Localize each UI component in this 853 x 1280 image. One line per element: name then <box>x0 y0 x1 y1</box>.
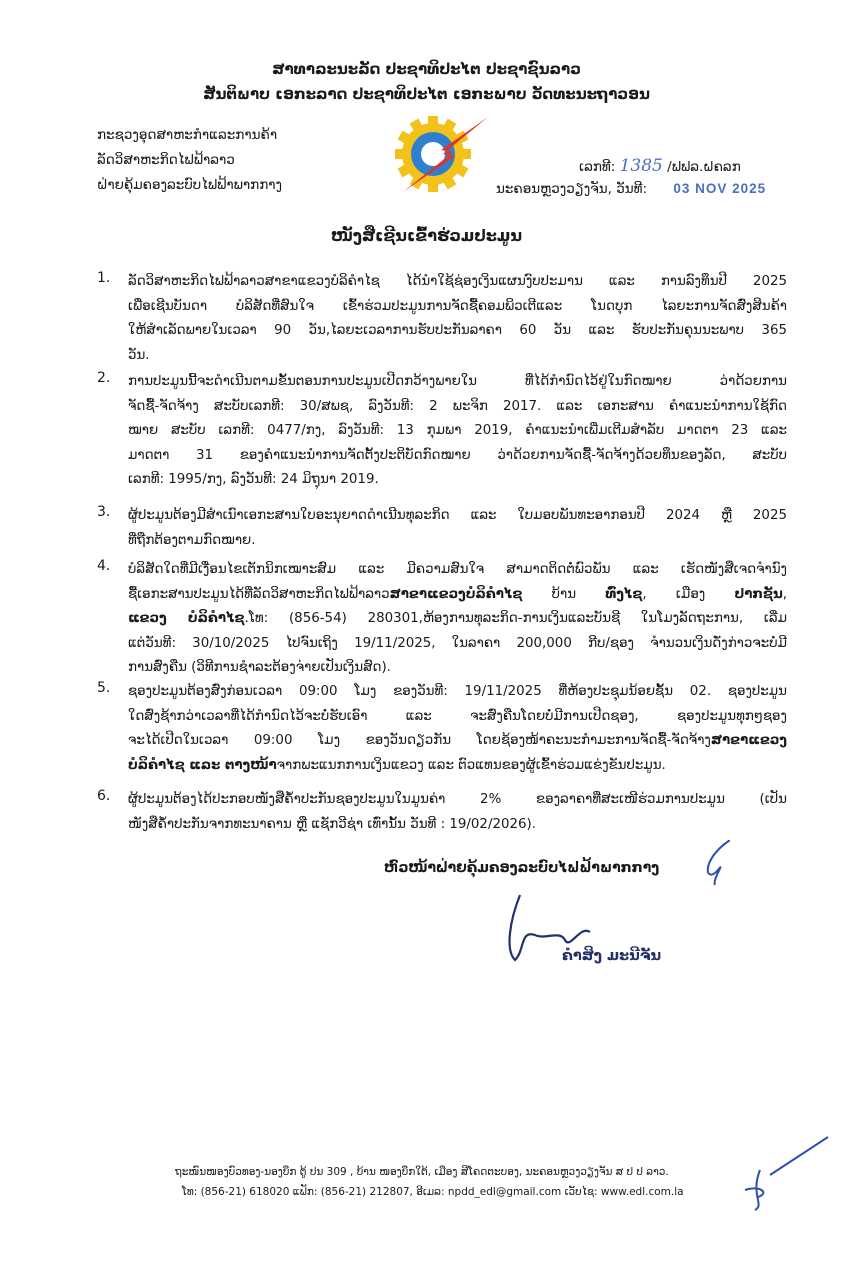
bold-text: ສາຂາແຂວງບໍລິຄຳໄຊ <box>389 586 523 602</box>
text-segment: ລັດວິສາຫະກິດໄຟຟ້າລາວສາຂາແຂວງບໍລິຄຳໄຊ ໄດ້ນຳໃຊ້ຊ່ອງເງິນແຜນງົບປະມານ ແລະ ການລົງທຶນປີ 2025 <box>128 274 787 289</box>
text-segment: ໃຫ້ສຳເລັດພາຍໃນເວລາ 90 ວັນ,ໄລຍະເວລາການຮັບປະກັນລາຄາ 60 ວັນ ແລະ ຮັບປະກັນຄຸນນະພາບ 365 <box>128 323 787 338</box>
text-segment: ຈະໄດ້ເປີດໃນເວລາ 09:00 ໂມງ ຂອງວັນດຽວກັນ ໂດຍຊ້ອງໜ້າຄະນະກຳມະການຈັດຊື້-ຈັດຈ້າງ <box>128 733 711 748</box>
text-segment: ຊອງປະມູນຕ້ອງສົ່ງກ່ອນເວລາ 09:00 ໂມງ ຂອງວັນທີ: 19/11/2025 ທີ່ຫ້ອງປະຊຸມນ້ອຍຊັ້ນ 02. ຊອງປະມູນ <box>128 684 787 699</box>
paragraph-number: 1. <box>97 270 111 286</box>
department-name: ຝ່າຍຄຸ້ມຄອງລະບົບໄຟຟ້າພາກກາງ <box>97 177 283 193</box>
paragraph-line <box>128 444 787 469</box>
bold-text: ປາກຊັນ <box>734 586 783 602</box>
text-segment: , <box>782 586 788 602</box>
header-line-2: ສັນຕິພາບ ເອກະລາດ ປະຊາທິປະໄຕ ເອກະພາບ ວັດທະນະຖາວອນ <box>203 85 650 103</box>
document-date <box>496 181 766 197</box>
text-segment: ຜູ້ປະມູນຕ້ອງມີສຳເນົາເອກະສານໃບອະນຸຍາດດຳເນີນທຸລະກິດ ແລະ ໃບມອບພັນທະອາກອນປີ 2024 ຫຼື 2025 <box>128 508 787 523</box>
paragraph-line <box>128 504 787 529</box>
paragraph-5 <box>97 680 787 778</box>
paragraph-line <box>128 754 787 779</box>
org-block <box>97 123 282 198</box>
text-segment: ເພື່ອເຊີນບັນດາ ບໍລິສັດທີ່ສົນໃຈ ເຂົ້າຮ່ວມປະມູນການຈັດຊື້ຄອມພິວເຕີແລະ ໂນດບຸກ ໄລຍະການຈັດສົ່ງສິນຄ້າ <box>128 298 787 314</box>
paragraph-line <box>128 632 787 657</box>
company-name: ລັດວິສາຫະກິດໄຟຟ້າລາວ <box>97 152 235 168</box>
bold-text: ທົ່ງໄຊ <box>605 586 643 602</box>
paragraph-line <box>128 729 787 754</box>
edl-logo-icon <box>393 112 493 197</box>
paragraph-number: 2. <box>97 370 111 386</box>
text-segment: ຈັດຊື້-ຈັດຈ້າງ ສະບັບເລກທີ: 30/ສພຊ, ລົງວັນທີ: 2 ພະຈິກ 2017. ແລະ ເອກະສານ ຄຳແນະນຳການໃຊ້ກົດ <box>128 398 787 414</box>
text-segment: ຜູ້ປະມູນຕ້ອງໄດ້ປະກອບໜັງສືຄ້ຳປະກັນຊອງປະມູນໃນມູນຄ່າ 2% ຂອງລາຄາທີ່ສະເໜີຮ່ວມການປະມູນ (ເປັນ <box>128 792 787 807</box>
page-title: ໜັງສືເຊີນເຂົ້າຮ່ວມປະມູນ <box>331 226 522 245</box>
text-segment: ທີ່ຖືກຕ້ອງຕາມກົດໝາຍ. <box>128 532 256 548</box>
paragraph-4 <box>97 558 787 681</box>
text-segment: ໝາຍ ສະບັບ ເລກທີ: 0477/ກງ, ລົງວັນທີ: 13 ກຸມພາ 2019, ຄຳແນະນຳເພີ່ມເຕີມສຳລັບ ມາດຕາ 23 ແລະ <box>128 423 787 438</box>
paragraph-line <box>128 558 787 583</box>
paragraph-number: 3. <box>97 504 111 520</box>
paragraph-line <box>128 788 787 813</box>
text-segment: ບໍລິສັດໃດທີ່ມີເງື່ອນໄຂເຕັກນິກເໝາະສົມ ແລະ ມີຄວາມສົນໃຈ ສາມາດຕິດຕໍ່ພົວພັນ ແລະ ເຮັດໜັງສືເຈດຈຳນົງ <box>128 562 787 577</box>
date-label: ນະຄອນຫຼວງວຽງຈັນ, ວັນທີ: <box>496 181 648 197</box>
paragraph-line <box>128 468 787 493</box>
paragraph-line <box>128 656 787 681</box>
text-segment: ເລກທີ: 1995/ກງ, ລົງວັນທີ: 24 ມິຖຸນາ 2019. <box>128 472 379 487</box>
paragraph-line <box>128 705 787 730</box>
paragraph-line <box>128 344 787 369</box>
text-segment: ມາດຕາ 31 ຂອງຄຳແນະນຳການຈັດຕັ້ງປະຕິບັດກົດໝາຍ ວ່າດ້ວຍການຈັດຊື້-ຈັດຈ້າງດ້ວຍທຶນຂອງລັດ, ສະບັບ <box>128 447 787 463</box>
ministry-name: ກະຊວງອຸດສາຫະກຳແລະການຄ້າ <box>97 127 278 143</box>
text-segment: ຊື້ເອກະສານປະມູນໄດ້ທີ່ລັດວິສາຫະກິດໄຟຟ້າລາວ <box>128 586 390 602</box>
paragraph-number: 6. <box>97 788 111 804</box>
paragraph-line <box>128 319 787 344</box>
date-stamp: 03 NOV 2025 <box>673 181 767 196</box>
text-segment: , ເມືອງ <box>642 586 735 602</box>
paragraph-line <box>128 270 787 295</box>
text-segment: ໃດສົ່ງຊ້າກວ່າເວລາທີ່ໄດ້ກຳນົດໄວ້ຈະບໍ່ຮັບເອົາ ແລະ ຈະສົ່ງຄືນໂດຍບໍ່ມີການເປີດຊອງ, ຊອງປະມູນທຸກໆຊອງ <box>128 708 787 724</box>
ref-number-value: 1385 <box>619 156 663 176</box>
footer-contact: ໂທ: (856-21) 618020 ແຟັກ: (856-21) 212807, ອີເມລ: npdd_edl@gmail.com ເວັບໄຊ: www.edl.com.la <box>182 1186 684 1198</box>
text-segment: .ໂທ: (856-54) 280301,ຫ້ອງການທຸລະກິດ-ການເງິນແລະບັນຊີ ໃນໂມງລັດຖະການ, ເລີ່ມ <box>244 611 787 626</box>
paragraph-line <box>128 295 787 320</box>
text-segment: ແຕ່ວັນທີ: 30/10/2025 ໄປຈົນເຖິງ 19/11/2025, ໃນລາຄາ 200,000 ກີບ/ຊອງ ຈຳນວນເງິນດັ່ງກ່າວຈະບໍ່ມີ <box>128 635 787 651</box>
paragraph-line <box>128 370 787 395</box>
reference-number <box>579 156 741 176</box>
text-segment: ໜັງສືຄ້ຳປະກັນຈາກທະນາຄານ ຫຼື ແຊັກວີຊ່າ ເທົ່ານັ້ນ ວັນທີ : 19/02/2026). <box>128 816 537 832</box>
text-segment: ຈາກພະແນກການເງິນແຂວງ ແລະ ຕົວແທນຂອງຜູ້ເຂົ້າຮ່ວມແຂ່ງຂັນປະມູນ. <box>276 757 666 773</box>
bold-text: ບໍລິຄຳໄຊ ແລະ ຕາງໜ້າ <box>128 757 277 773</box>
paragraph-line <box>128 607 787 632</box>
paragraph-6 <box>97 788 787 837</box>
ref-number-suffix: /ຟຟລ.ຝຄລກ <box>667 159 741 175</box>
paragraph-1 <box>97 270 787 368</box>
ref-number-label: ເລກທີ: <box>579 159 616 175</box>
text-segment: ການສົ່ງຄືນ (ວິທີການຊຳລະຕ້ອງຈ່າຍເປັນເງິນສົດ). <box>128 660 391 675</box>
text-segment: ວັນ. <box>128 347 150 363</box>
bold-text: ແຂວງ ບໍລິຄຳໄຊ <box>128 611 245 626</box>
footer-address: ຖະໜົນໜອງບົວທອງ-ນອງບຶກ ຕູ້ ປນ 309 , ບ້ານ ໜອງບຶກໃຕ້, ເມືອງ ສີໂຄດຕະບອງ, ນະຄອນຫຼວງວຽງຈັນ ສ ປ ປ ລາວ. <box>175 1166 669 1178</box>
initials-icon <box>740 1135 830 1215</box>
header-line-1: ສາທາລະນະລັດ ປະຊາທິປະໄຕ ປະຊາຊົນລາວ <box>272 60 581 78</box>
paragraph-line <box>128 583 787 608</box>
bold-text: ສາຂາແຂວງ <box>710 733 787 748</box>
paragraph-3 <box>97 504 787 553</box>
paragraph-line <box>128 680 787 705</box>
text-segment: ການປະມູນນີ້ຈະດຳເນີນຕາມຂັ້ນຕອນການປະມູນເປີດກວ້າງພາຍໃນ ທີ່ໄດ້ກຳນົດໄວ້ຢູ່ໃນກົດໝາຍ ວ່າດ້ວຍການ <box>128 374 787 389</box>
text-segment: ບ້ານ <box>522 586 606 602</box>
paragraph-number: 5. <box>97 680 111 696</box>
paragraph-line <box>128 419 787 444</box>
signatory-name: ຄຳສິງ ມະນີຈັນ <box>562 948 662 964</box>
paragraph-number: 4. <box>97 558 111 574</box>
paragraph-2 <box>97 370 787 493</box>
signatory-title: ຫົວໜ້າຝ່າຍຄຸ້ມຄອງລະບົບໄຟຟ້າພາກກາງ <box>384 860 660 876</box>
paragraph-line <box>128 813 787 838</box>
paragraph-line <box>128 529 787 554</box>
paragraph-line <box>128 395 787 420</box>
